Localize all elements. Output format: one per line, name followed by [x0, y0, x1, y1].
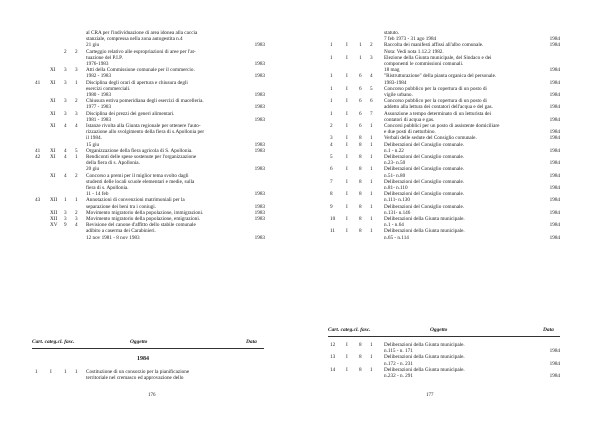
entry-description	[384, 204, 464, 216]
col-cartella: 1	[330, 42, 333, 49]
col-fascicolo: 1	[370, 191, 373, 198]
description-line: Deliberazioni della Giunta municipale.	[384, 354, 465, 361]
col-categoria: XI	[50, 123, 56, 129]
entry-date: 1984	[549, 129, 560, 136]
col-classe: 6	[359, 73, 362, 80]
col-classe: 3	[64, 216, 67, 222]
description-line: addetto alla lettura dei contatori dell'acqua e del gas.	[384, 104, 493, 111]
entry-date: 1984	[549, 234, 560, 241]
col-fascicolo: 1	[370, 123, 373, 129]
col-categoria: XII	[50, 197, 58, 204]
col-fascicolo: 1	[370, 166, 373, 173]
description-line: territoriale nel cremasco ed approvazione dello	[86, 375, 184, 382]
description-line: Elezione della Giunta municipale, del Sindaco e dei	[384, 54, 492, 61]
col-classe: 4	[64, 172, 67, 179]
description-line: Deliberazioni del Consiglio comunale.	[384, 203, 465, 210]
description-line: fiera di s. Apollonia.	[86, 185, 129, 191]
entry-date: 1983	[254, 73, 265, 80]
description-line: "Ristrutturazione" della pianta organica del personale.	[384, 73, 497, 80]
col-cartella: 1	[330, 98, 333, 105]
description-line: adibito a caserma dei Carabinieri.	[86, 228, 156, 235]
col-categoria: XI	[50, 154, 56, 160]
description-line: Disciplina degli orari di apertura e chiusura degli	[86, 79, 188, 86]
entry-description	[86, 154, 196, 166]
col-fascicolo: 1	[370, 354, 373, 361]
entry-description	[384, 342, 465, 354]
col-fascicolo: 1	[370, 366, 373, 373]
description-line: n.81- n.110	[384, 185, 408, 191]
entry-date: 1983	[254, 116, 265, 123]
entry-description	[384, 191, 464, 203]
col-classe: 8	[359, 342, 362, 348]
col-categoria: I	[346, 98, 348, 105]
col-cartella: 2	[330, 123, 333, 129]
col-classe: 8	[359, 135, 362, 142]
col-fascicolo: 2	[75, 98, 78, 105]
col-categoria: I	[346, 166, 348, 173]
column-header-data: Data	[246, 339, 257, 345]
col-cartella: 9	[330, 203, 333, 210]
col-classe: 2	[64, 48, 67, 55]
description-line: Deliberazioni del Consiglio comunale.	[384, 141, 465, 148]
entry-date: 1983	[254, 104, 265, 111]
entry-description	[86, 80, 188, 92]
col-classe: 3	[64, 110, 67, 117]
description-line: Movimento migratorio della popolazione, immigrazioni.	[86, 209, 204, 216]
col-categoria: XI	[50, 67, 56, 74]
col-fascicolo: 6	[370, 98, 373, 105]
col-fascicolo: 4	[75, 222, 78, 229]
col-fascicolo: 3	[75, 216, 78, 222]
col-cartella: 1	[330, 73, 333, 80]
col-categoria: I	[346, 135, 348, 142]
col-categoria: I	[346, 228, 348, 235]
description-line: stanziale, compressa nella zona autogestita n.4	[86, 36, 183, 43]
entry-date: 1984	[549, 36, 560, 43]
description-line: 20 giu	[86, 166, 100, 173]
col-categoria: XII	[50, 216, 58, 222]
entry-description	[86, 123, 204, 142]
col-categoria: I	[50, 369, 52, 375]
description-line: Carteggio relativo alle espropriazioni di aree per l'at-	[86, 48, 196, 55]
description-line: 1980 - 1983	[86, 92, 112, 98]
description-line: 21 giu	[86, 42, 100, 49]
col-fascicolo: 1	[370, 228, 373, 235]
entry-date: 1984	[549, 147, 560, 154]
description-line: 1976-1983	[86, 61, 109, 67]
col-fascicolo: 1	[370, 135, 373, 142]
col-categoria: I	[346, 54, 348, 61]
col-fascicolo: 2	[75, 172, 78, 179]
description-line: statuto.	[384, 30, 400, 36]
col-classe: 6	[359, 123, 362, 129]
description-line: il 1984.	[86, 135, 102, 142]
entry-date: 1983	[254, 92, 265, 98]
description-line: Deliberazioni della Giunta municipale.	[384, 366, 465, 373]
col-cartella: 1	[330, 110, 333, 117]
col-categoria: XI	[50, 172, 56, 179]
description-line: Deliberazioni del Consiglio comunale.	[384, 178, 465, 185]
description-line: Deliberazioni della Giunta municipale.	[384, 342, 465, 348]
col-categoria: I	[346, 123, 348, 129]
entry-description	[384, 354, 465, 366]
description-line: e due posti di netturbino.	[384, 129, 436, 136]
col-categoria: XI	[50, 110, 56, 117]
description-line: 1977 - 1983	[86, 104, 112, 111]
description-line: tuazione del P.I.P.	[86, 54, 123, 61]
description-line: vigile urbano.	[384, 92, 413, 98]
entry-date: 1984	[549, 172, 560, 179]
col-categoria: XII	[50, 209, 58, 216]
col-fascicolo: 4	[370, 73, 373, 80]
col-categoria: I	[346, 191, 348, 198]
entry-date: 1983	[254, 166, 265, 173]
description-line: n.111- n.130	[384, 197, 410, 204]
col-classe: 6	[359, 85, 362, 92]
col-classe: 6	[359, 98, 362, 105]
col-cartella: 1	[330, 54, 333, 61]
col-categoria: I	[346, 178, 348, 185]
description-line: della fiera di s. Apollonia.	[86, 160, 140, 167]
description-line: 1981 - 1983	[86, 116, 112, 123]
description-line: Revisione del canone d'affitto dello stabile comunale	[86, 222, 196, 229]
col-cartella: 1	[35, 369, 38, 375]
entry-date: 1983	[254, 147, 265, 154]
col-fascicolo: 1	[370, 141, 373, 148]
entry-description	[384, 98, 493, 110]
col-categoria: I	[346, 342, 348, 348]
description-line: Organizzazione della fiera agricola di S. Apollonia.	[86, 147, 193, 154]
col-cartella: 11	[330, 228, 335, 235]
col-fascicolo: 1	[75, 369, 78, 375]
col-fascicolo: 4	[75, 123, 78, 129]
entry-date: 1984	[549, 360, 560, 367]
entry-date: 1984	[549, 42, 560, 49]
col-classe: 4	[64, 154, 67, 160]
col-classe: 1	[359, 42, 362, 49]
col-fascicolo: 1	[75, 154, 78, 160]
col-cartella: 4	[330, 141, 333, 148]
col-classe: 6	[359, 110, 362, 117]
entry-date: 1984	[549, 91, 560, 98]
description-line: componenti le commissioni comunali.	[384, 61, 464, 67]
entry-date: 1984	[549, 116, 560, 123]
entry-description	[384, 228, 465, 240]
col-categoria: XI	[50, 98, 56, 105]
col-fascicolo: 1	[75, 79, 78, 86]
col-categoria: XI	[50, 147, 56, 154]
description-line: Nota: Vedi nota 1.12.2 1982.	[384, 48, 444, 55]
col-classe: 1	[64, 369, 67, 375]
entry-description	[384, 367, 465, 379]
description-line: Verbali delle sedute del Consiglio comunale.	[384, 135, 477, 142]
col-classe: 9	[64, 222, 67, 229]
col-classe: 4	[64, 123, 67, 129]
description-line: studenti delle locali scuole elementari e medie, sulla	[86, 178, 195, 185]
col-fascicolo: 1	[370, 342, 373, 348]
description-line: Rendiconti delle spese sostenute per l'organizzazione	[86, 154, 197, 160]
col-classe: 8	[359, 354, 362, 361]
col-categoria: I	[346, 354, 348, 361]
entry-date: 1984	[549, 104, 560, 111]
description-line: Deliberazioni del Consiglio comunale.	[384, 166, 465, 173]
entry-date: 1984	[549, 160, 560, 167]
col-classe: 1	[64, 197, 67, 204]
entry-date: 1983	[254, 61, 265, 67]
year-heading: 1984	[137, 356, 149, 362]
entry-description	[86, 369, 189, 381]
col-classe: 1	[359, 54, 362, 61]
col-classe: 8	[359, 191, 362, 198]
column-header-collocazione: Cart. categ.cl. fasc.	[328, 327, 371, 333]
description-line: 1982 - 1983	[86, 73, 112, 80]
page-number: 176	[148, 393, 156, 398]
col-categoria: I	[346, 85, 348, 92]
entry-description	[384, 86, 487, 98]
entry-description	[86, 30, 197, 42]
col-fascicolo: 5	[75, 147, 78, 154]
col-fascicolo: 3	[370, 54, 373, 61]
description-line: n.51- n.80	[384, 172, 406, 179]
header-rule	[328, 336, 560, 337]
entry-date: 1983	[254, 216, 265, 222]
col-categoria: I	[346, 141, 348, 148]
col-fascicolo: 1	[370, 216, 373, 222]
entry-date: 1983	[254, 209, 265, 216]
description-line: 15 giu	[86, 141, 100, 148]
description-line: 7 feb 1973 - 31 ago 1984	[384, 36, 437, 43]
col-cartella: 10	[330, 216, 336, 222]
entry-date: 1984	[549, 197, 560, 204]
entry-date: 1984	[549, 67, 560, 74]
entry-date: 1983	[254, 234, 265, 241]
description-line: Assunzione a tempo determinato di un letturista dei	[384, 110, 492, 117]
entry-description	[384, 142, 464, 154]
col-cartella: 1	[330, 85, 333, 92]
description-line: n.1 - n.22	[384, 147, 404, 154]
column-header-collocazione: Cart. categ.cl. fasc.	[32, 339, 75, 345]
description-line: Raccolta dei manifesti affissi all'albo comunale.	[384, 42, 484, 49]
description-line: n.131- n.146	[384, 209, 411, 216]
col-cartella: 8	[330, 191, 333, 198]
entry-date: 1984	[549, 222, 560, 229]
col-fascicolo: 7	[370, 110, 373, 117]
col-cartella: 12	[330, 342, 336, 348]
description-line: Deliberazioni del Consiglio comunale.	[384, 191, 465, 198]
description-line: Istanze rivolta alla Giunta regionale per ottenere l'auto-	[86, 123, 201, 129]
col-categoria: I	[346, 216, 348, 222]
col-fascicolo: 5	[370, 85, 373, 92]
description-line: Disciplina dei prezzi dei generi alimentari.	[86, 110, 175, 117]
col-classe: 3	[64, 79, 67, 86]
description-line: al CRA per l'individuazione di area idonea alla caccia	[86, 30, 198, 36]
entry-date: 1983	[254, 42, 265, 49]
entry-date: 1983	[254, 203, 265, 210]
entry-description	[86, 235, 140, 241]
entry-date: 1984	[549, 79, 560, 86]
description-line: Costituzione di un consorzio per la pianificazione	[86, 369, 190, 375]
entry-date: 1984	[549, 135, 560, 142]
description-line: Deliberazioni del Consiglio comunale.	[384, 154, 465, 160]
entry-description	[384, 123, 499, 135]
description-line: 11 - 14 feb	[86, 191, 109, 198]
header-rule	[32, 348, 264, 349]
col-cartella: 42	[35, 154, 41, 160]
entry-description	[384, 216, 465, 228]
description-line: n.115 - n. 171	[384, 348, 413, 355]
description-line: Concorso pubblico per la copertura di un posto di	[384, 85, 487, 92]
col-classe: 8	[359, 366, 362, 373]
col-fascicolo: 1	[75, 197, 78, 204]
col-classe: 3	[64, 67, 67, 74]
description-line: Atti della Commissione comunale per il commercio.	[86, 67, 195, 74]
col-cartella: 7	[330, 178, 333, 185]
col-fascicolo: 2	[370, 42, 373, 49]
col-cartella: 41	[35, 79, 41, 86]
col-classe: 8	[359, 166, 362, 173]
entry-description	[86, 197, 185, 209]
col-fascicolo: 3	[75, 67, 78, 74]
description-line: Concorso pubblico per la copertura di un posto di	[384, 98, 487, 105]
col-cartella: 43	[35, 197, 41, 204]
entry-description	[86, 49, 196, 61]
col-classe: 8	[359, 178, 362, 185]
col-fascicolo: 2	[75, 48, 78, 55]
col-cartella: 5	[330, 154, 333, 160]
entry-description	[384, 154, 464, 166]
column-header-oggetto: Oggetto	[430, 327, 448, 333]
description-line: 18 mag	[384, 67, 400, 74]
col-classe: 8	[359, 216, 362, 222]
description-line: Concorsi pubblici per un posto di assistente domiciliare	[384, 123, 500, 129]
col-cartella: 13	[330, 354, 336, 361]
description-line: n.172 - n. 231	[384, 360, 413, 367]
col-classe: 3	[64, 98, 67, 105]
description-line: n.23- n.50	[384, 160, 406, 167]
entry-description	[86, 222, 196, 234]
entry-description	[384, 55, 491, 67]
col-categoria: I	[346, 154, 348, 160]
col-categoria: I	[346, 366, 348, 373]
entry-description	[384, 166, 464, 178]
col-fascicolo: 1	[370, 178, 373, 185]
entry-date: 1984	[549, 372, 560, 379]
col-fascicolo: 1	[370, 154, 373, 160]
description-line: 12 nov 1981 - 8 nov 1983	[86, 234, 140, 241]
col-cartella: 6	[330, 166, 333, 173]
description-line: Annotazioni di convenzioni matrimoniali per la	[86, 197, 185, 204]
entry-date: 1984	[549, 184, 560, 191]
col-classe: 8	[359, 141, 362, 148]
entry-date: 1983	[254, 141, 265, 148]
page-number: 177	[426, 393, 434, 398]
entry-description	[86, 173, 194, 192]
description-line: 1983-1984	[384, 79, 407, 86]
description-line: Deliberazioni della Giunta municipale.	[384, 228, 465, 235]
col-fascicolo: 3	[75, 110, 78, 117]
entry-description	[384, 179, 464, 191]
description-line: Deliberazioni della Giunta municipale.	[384, 216, 465, 222]
description-line: separazione dei beni tra i coniugi.	[86, 203, 157, 210]
description-line: n.1 - n.64	[384, 222, 404, 229]
entry-date: 1983	[254, 191, 265, 198]
entry-date: 1984	[549, 348, 560, 355]
right-page	[300, 0, 600, 424]
description-line: esercizi commerciali.	[86, 85, 131, 92]
col-classe: 3	[64, 209, 67, 216]
col-cartella: 3	[330, 135, 333, 142]
col-classe: 8	[359, 228, 362, 235]
description-line: n.65 - n.114	[384, 234, 409, 241]
column-header-data: Data	[543, 327, 554, 333]
col-categoria: XI	[50, 79, 56, 86]
description-line: Chiusura estiva pomeridiana degli esercizi di macelleria.	[86, 98, 204, 105]
description-line: Movimento migratorio della popolazione, emigrazioni.	[86, 216, 201, 222]
col-cartella: 41	[35, 147, 41, 154]
col-fascicolo: 1	[370, 203, 373, 210]
col-categoria: I	[346, 73, 348, 80]
col-classe: 8	[359, 203, 362, 210]
entry-date: 1984	[549, 209, 560, 216]
entry-description	[384, 111, 491, 123]
column-header-oggetto: Oggetto	[130, 339, 148, 345]
col-cartella: 14	[330, 366, 336, 373]
col-categoria: I	[346, 42, 348, 49]
col-categoria: XV	[50, 222, 58, 229]
col-fascicolo: 2	[75, 209, 78, 216]
col-classe: 4	[64, 147, 67, 154]
col-categoria: I	[346, 203, 348, 210]
description-line: contatori di acqua e gas.	[384, 116, 435, 123]
description-line: n.232 - n. 291	[384, 373, 413, 379]
col-categoria: I	[346, 110, 348, 117]
description-line: Concorso a premi per il miglior tema svolto dagli	[86, 172, 189, 179]
description-line: rizzazione allo svolgimento della fiera di s.Apollonia per	[86, 129, 205, 136]
col-classe: 8	[359, 154, 362, 160]
